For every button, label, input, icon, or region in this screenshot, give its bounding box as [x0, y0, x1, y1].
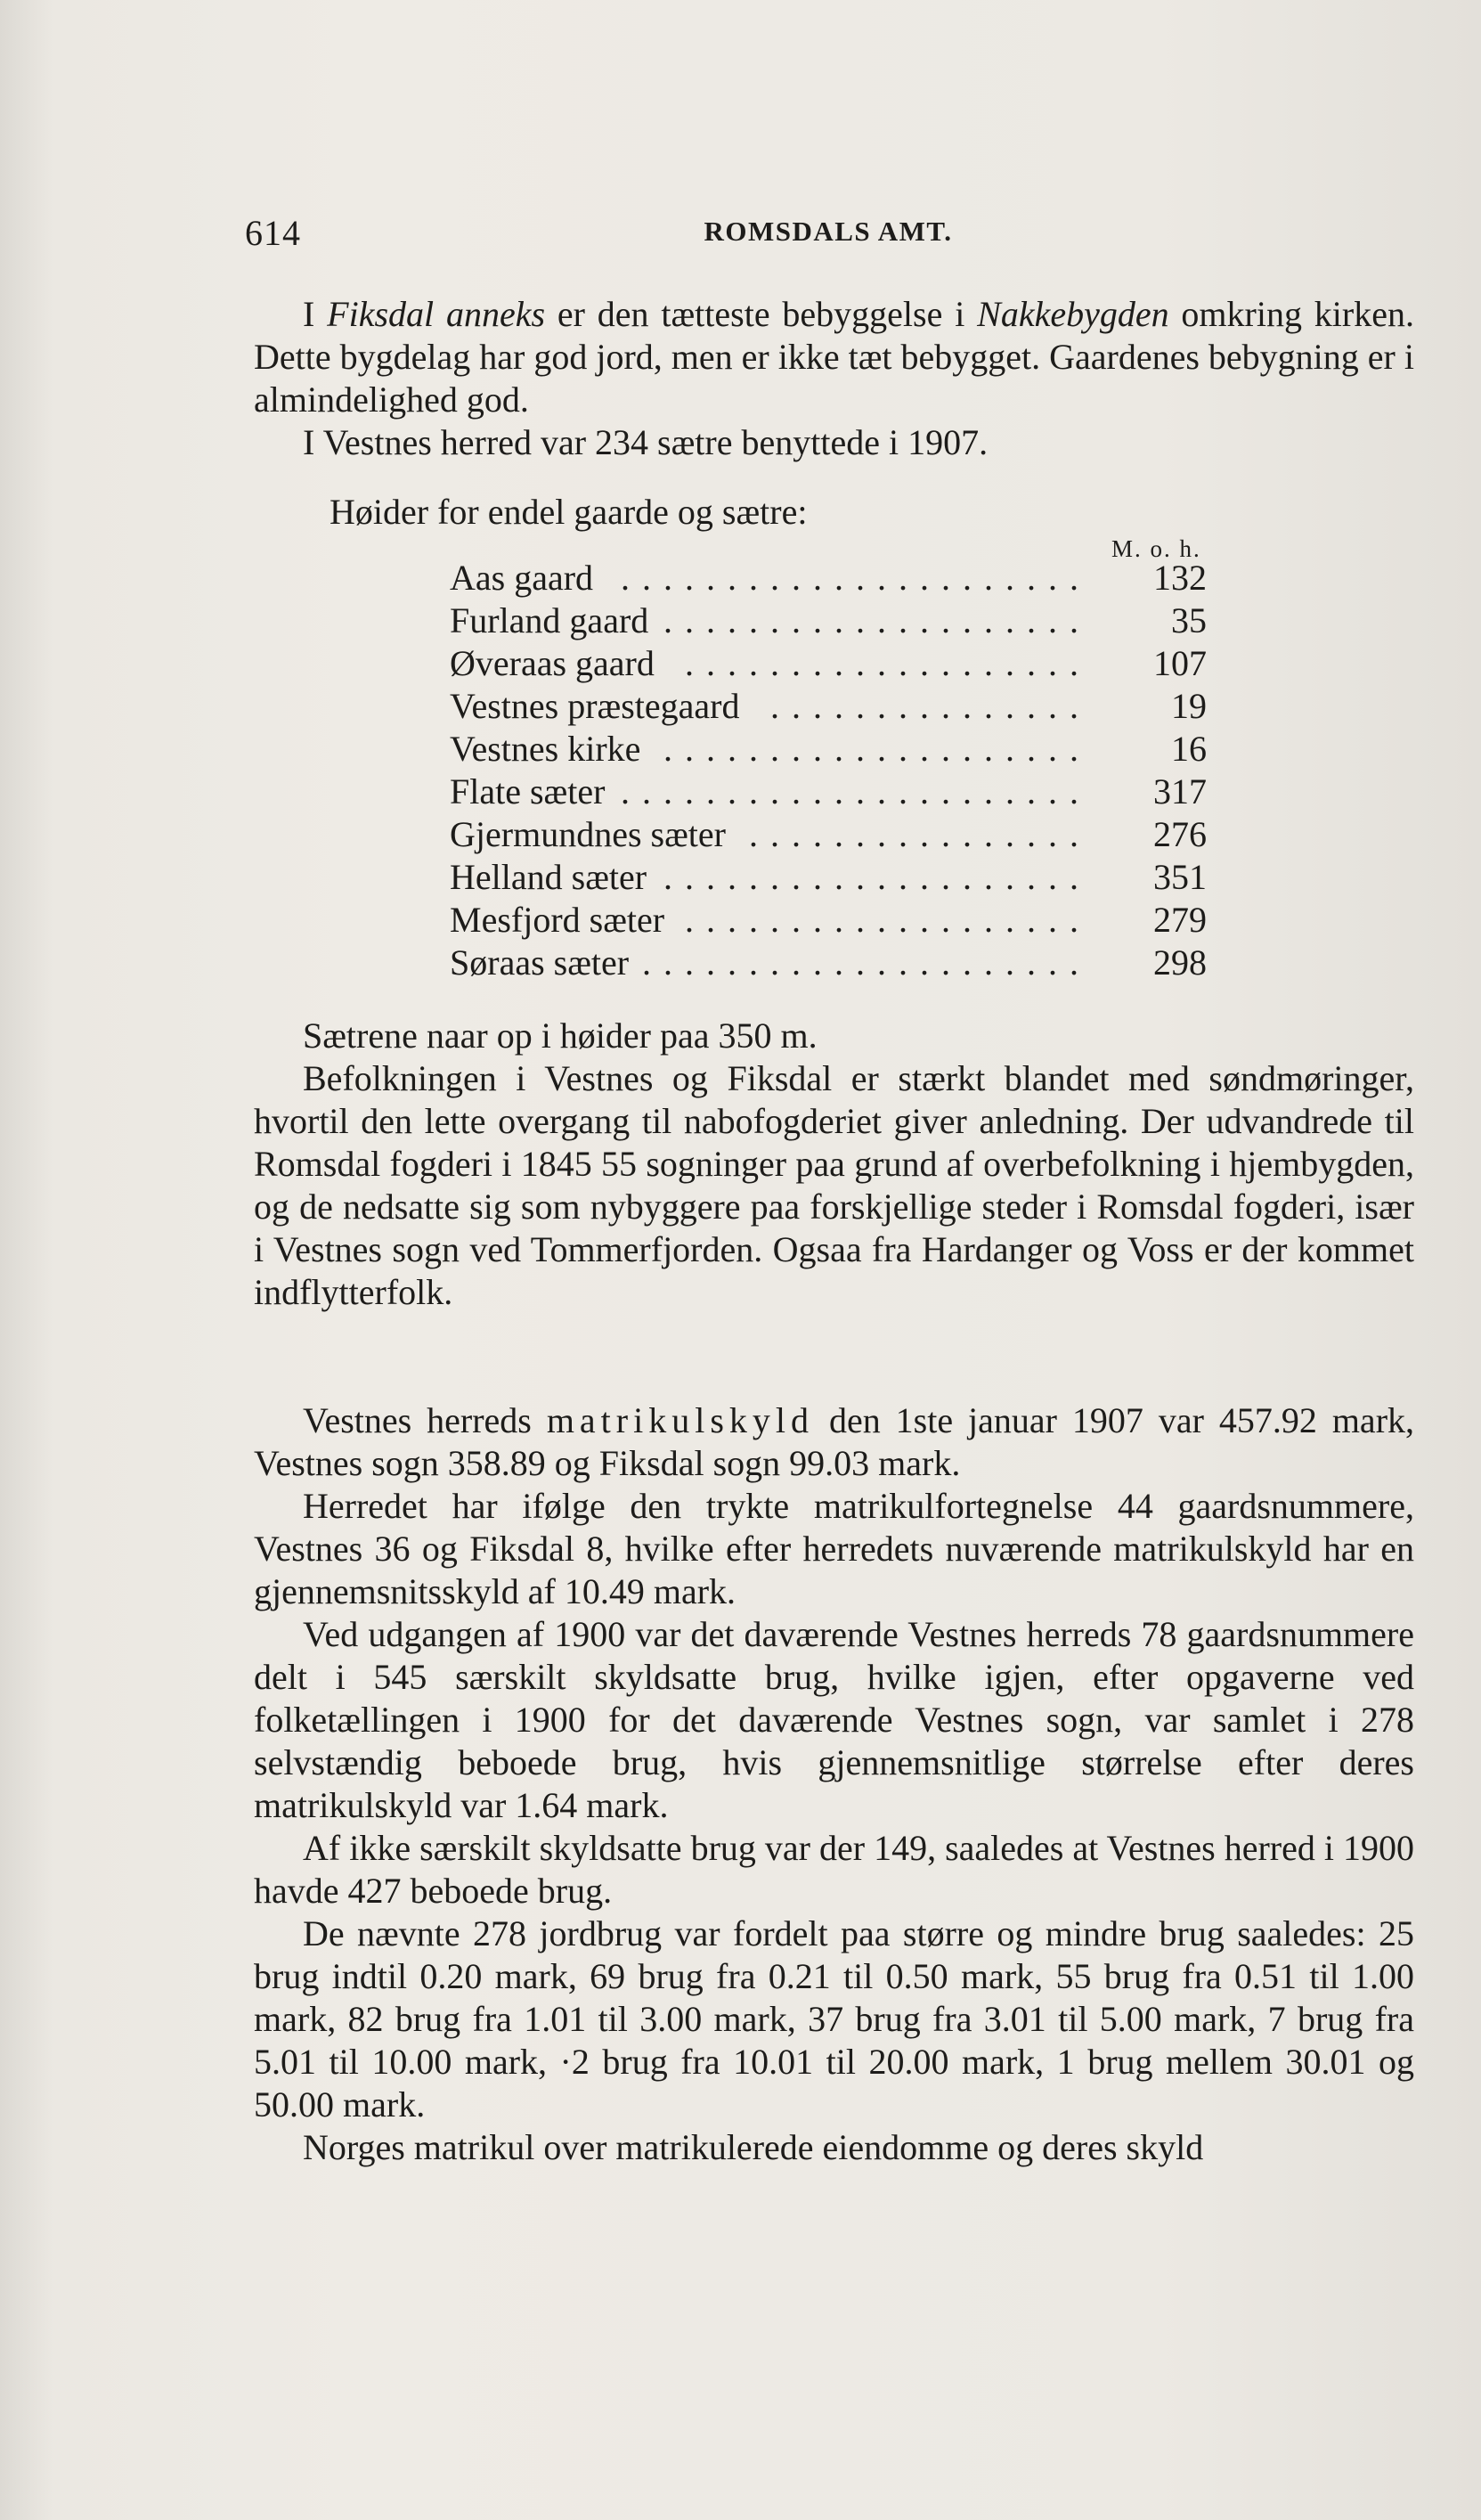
paragraph-saetrene: Sætrene naar op i høider paa 350 m.: [303, 1015, 818, 1056]
table-row: [450, 685, 1207, 728]
dot-leader: ...................: [685, 643, 1091, 683]
height-value: 317: [1153, 771, 1207, 811]
running-head: ROMSDALS AMT.: [704, 216, 953, 247]
heights-table: [450, 557, 1207, 984]
place-name: Aas gaard: [450, 558, 594, 598]
spaced-term-matrikulskyld: matrikulskyld: [546, 1400, 815, 1440]
paragraph-de-naevnte: De nævnte 278 jordbrug var fordelt paa større og mindre brug saaledes: 25 brug indtil 0.20 mark, 69 brug fra 0.21 til 0.50 mark, 55 brug fra 0.51 til 1.00 mark, 82 brug fra 1.01 til 3.00 mark, 37 brug fra 3.01 til 5.00 mark, 7 brug fra 5.01 til 10.00 mark, ·2 brug fra 10.01 til 20.00 mark, 1 brug mellem 30.01 og 50.00 mark.: [254, 1913, 1414, 2124]
dot-leader: ...............: [770, 686, 1091, 726]
place-name: Øveraas gaard: [450, 643, 655, 683]
intro-block: [254, 293, 1414, 464]
dot-leader: .....................: [642, 942, 1091, 983]
table-row: [450, 942, 1207, 984]
paragraph-af-ikke: Af ikke særskilt skyldsatte brug var der 149, saaledes at Vestnes herred i 1900 havde 427 beboede brug.: [254, 1828, 1414, 1911]
paragraph-udgangen: Ved udgangen af 1900 var det daværende Vestnes herreds 78 gaardsnummere delt i 545 særskilt skyldsatte brug, hvilke igjen, efter opgaverne ved folketællingen i 1900 for det daværende Vestnes sogn, var samlet i 278 selvstændig beboede brug, hvis gjennemsnitlige størrelse efter deres matrikulskyld var 1.64 mark.: [254, 1614, 1414, 1825]
dot-leader: ...................: [685, 900, 1091, 940]
intro-paragraph-fiksdal: I Fiksdal anneks er den tætteste bebyggelse i Nakkebygden omkring kirken. Dette bygdelag har god jord, men er ikke tæt bebygget. Gaardenes bebygning er i almindelighed god.: [254, 294, 1414, 420]
italic-place-nakkebygden: Nakkebygden: [977, 294, 1169, 334]
height-value: 298: [1153, 942, 1207, 983]
height-value: 19: [1171, 686, 1207, 726]
place-name: Helland sæter: [450, 857, 647, 897]
height-value: 279: [1153, 900, 1207, 940]
place-name: Vestnes kirke: [450, 729, 641, 769]
dot-leader: ......................: [621, 771, 1091, 811]
height-value: 132: [1153, 558, 1207, 598]
dot-leader: ................: [749, 814, 1091, 854]
table-row: [450, 899, 1207, 942]
paragraph-matrikulskyld: Vestnes herreds matrikulskyld den 1ste januar 1907 var 457.92 mark, Vestnes sogn 358.89 og Fiksdal sogn 99.03 mark.: [254, 1400, 1415, 1483]
page-number: 614: [245, 213, 301, 253]
place-name: Furland gaard: [450, 600, 649, 640]
table-row: [450, 557, 1207, 599]
matrikul-block: [254, 1399, 1414, 2169]
place-name: Søraas sæter: [450, 942, 630, 983]
table-row: [450, 856, 1207, 899]
intro-paragraph-saetre: I Vestnes herred var 234 sætre benyttede i 1907.: [303, 422, 989, 462]
height-value: 276: [1153, 814, 1207, 854]
body-block: [254, 1015, 1414, 1314]
height-value: 16: [1171, 729, 1207, 769]
heights-heading: Høider for endel gaarde og sætre:: [330, 492, 808, 532]
height-value: 35: [1171, 600, 1207, 640]
paragraph-norges-matrikul: Norges matrikul over matrikulerede eiendomme og deres skyld: [303, 2127, 1204, 2167]
heights-unit-label: M. o. h.: [1111, 535, 1201, 562]
table-row: [450, 642, 1207, 685]
height-value: 107: [1153, 643, 1207, 683]
paragraph-herredet: Herredet har ifølge den trykte matrikulfortegnelse 44 gaardsnummere, Vestnes 36 og Fiksdal 8, hvilke efter herredets nuværende matrikulskyld har en gjennemsnitsskyld af 10.49 mark.: [254, 1486, 1414, 1611]
dot-leader: ....................: [663, 600, 1091, 640]
table-row: [450, 728, 1207, 771]
place-name: Mesfjord sæter: [450, 900, 665, 940]
height-value: 351: [1153, 857, 1207, 897]
page-header: [245, 212, 1412, 257]
place-name: Vestnes præstegaard: [450, 686, 740, 726]
place-name: Gjermundnes sæter: [450, 814, 726, 854]
dot-leader: ....................: [663, 729, 1091, 769]
paragraph-befolkning: Befolkningen i Vestnes og Fiksdal er stærkt blandet med søndmøringer, hvortil den lette overgang til nabofogderiet giver anledning. Der udvandrede til Romsdal fogderi i 1845 55 sogninger paa grund af overbefolkning i hjembygden, og de nedsatte sig som nybyggere paa forskjellige steder i Romsdal fogderi, især i Vestnes sogn ved Tommerfjorden. Ogsaa fra Hardanger og Voss er der kommet indflytterfolk.: [254, 1058, 1414, 1312]
place-name: Flate sæter: [450, 771, 606, 811]
italic-place-fiksdal: Fiksdal anneks: [327, 294, 546, 334]
table-row: [450, 599, 1207, 642]
table-row: [450, 771, 1207, 813]
dot-leader: ....................: [663, 857, 1091, 897]
dot-leader: ......................: [621, 558, 1091, 598]
table-row: [450, 813, 1207, 856]
